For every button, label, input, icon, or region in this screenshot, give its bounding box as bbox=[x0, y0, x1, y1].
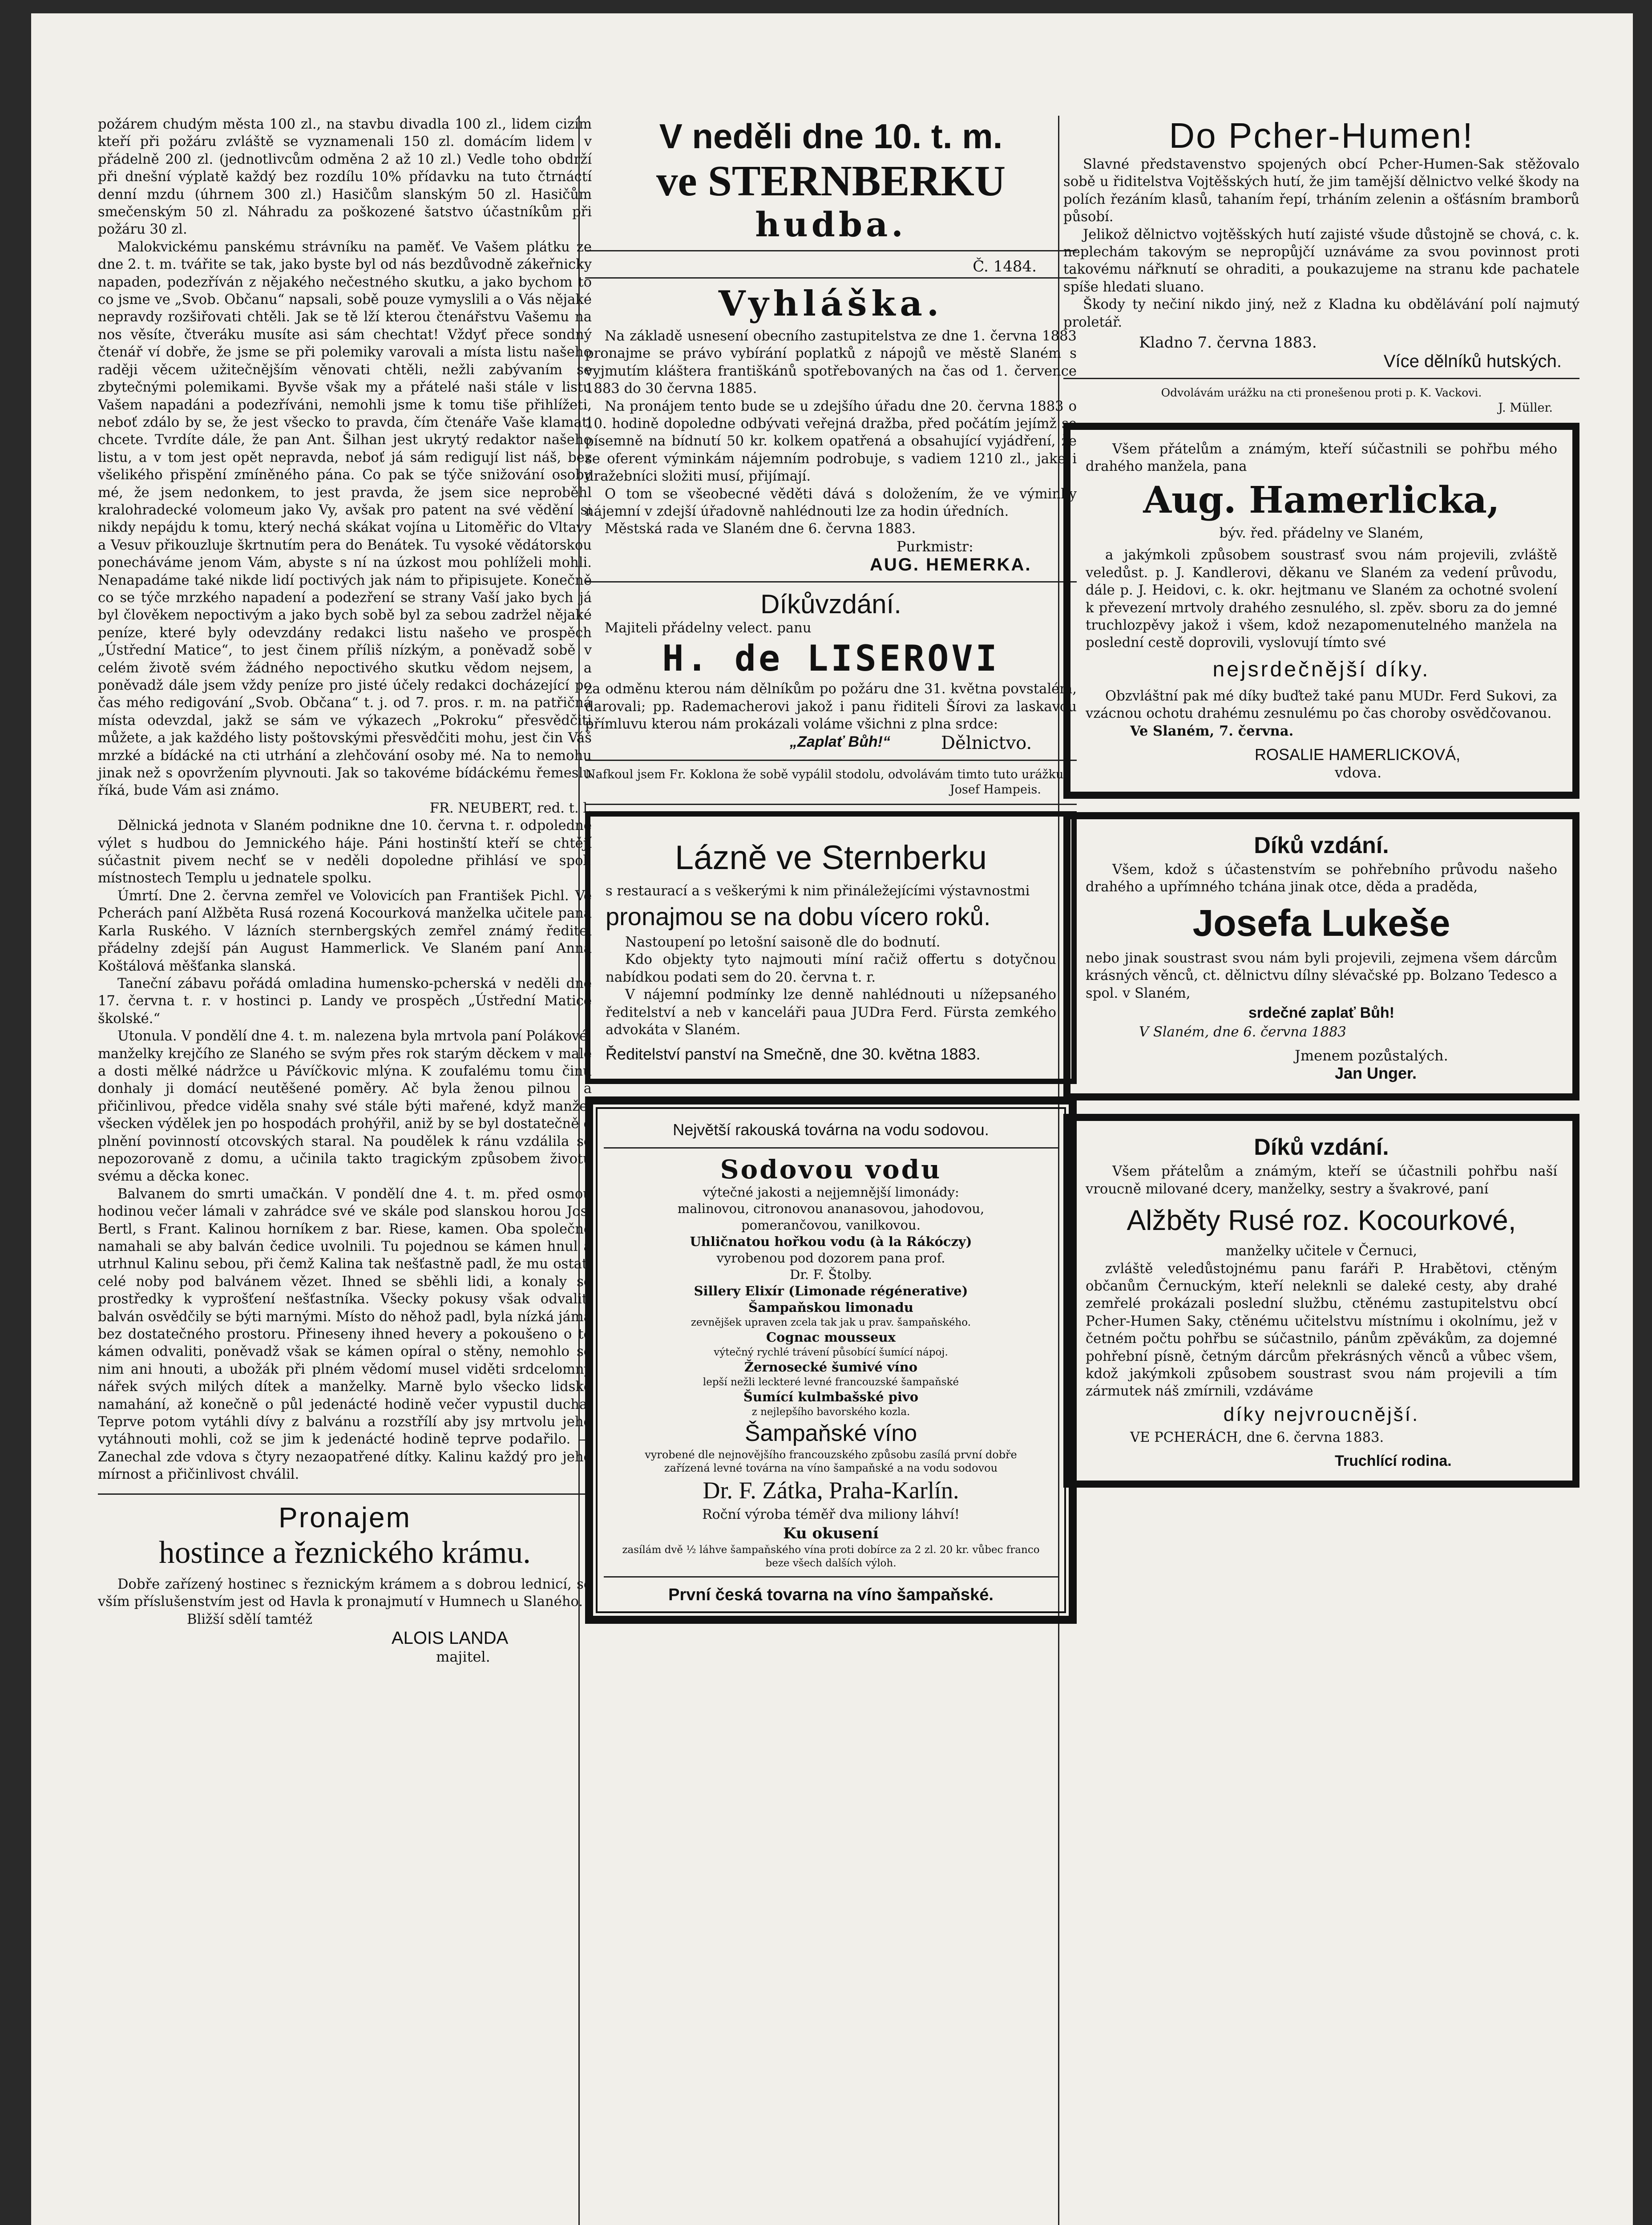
soda-line: Dr. F. Štolby. bbox=[790, 1267, 872, 1282]
muller-apology bbox=[1063, 385, 1579, 416]
soda-line: lepší nežli leckteré levné francouzské šampaňské bbox=[703, 1376, 959, 1388]
soda-line: Šampaňskou limonadu bbox=[748, 1300, 913, 1315]
news-column bbox=[98, 116, 592, 1484]
hamerlick-intro: Všem přátelům a známým, kteří súčastnili se pohřbu mého drahého manžela, pana bbox=[1086, 441, 1557, 475]
thanks-name: H. de LISEROVI bbox=[662, 638, 1000, 680]
rusa-role: manželky učitele v Černuci, bbox=[1225, 1243, 1418, 1259]
soda-title: Sodovou vodu bbox=[720, 1154, 942, 1185]
soda-line: vyrobenou pod dozorem pana prof. bbox=[716, 1250, 945, 1266]
soda-maker: Dr. F. Zátka, Praha-Karlín. bbox=[703, 1477, 959, 1504]
soda-footer: První česká tovarna na víno šampaňské. bbox=[668, 1586, 994, 1605]
soda-yearly: Roční výroba téměř dva miliony láhví! bbox=[702, 1507, 960, 1523]
spa-ad bbox=[585, 811, 1077, 1084]
hamerlick-body: a jakýmkoli způsobem soustrasť svou nám projevili, zvláště veledůst. p. J. Kandlerovi, děkanu ve Slaném za vedení průvodu, dále p. J. Heidovi, c. k. okr. hejtmanu ve Slaném za ochotné svolení k převezení mrtvoly drahého zesnulého, sl. zpěv. sboru za do jemné truchlozpěvy jakož i všem, kdož nezapomenutelného manžela na poslední cestě doprovili, vyslovují tímto své bbox=[1086, 547, 1557, 651]
soda-line: malinovou, citronovou ananasovou, jahodovou, bbox=[677, 1201, 985, 1217]
news-paragraph: Dělnická jednota v Slaném podnikne dne 10. června t. r. odpoledne výlet s hudbou do Jemnického háje. Páni hostinští kteří se chtějí súčastnit pivem nechť se v neděli dopoledne přihlásí ve spol. místnostech Templu u jednatele spolku. bbox=[98, 818, 592, 886]
apology-text: Odvolávám urážku na cti pronešenou proti p. K. Vackovi. bbox=[1161, 386, 1482, 400]
divider bbox=[585, 804, 1077, 805]
lukes-obituary bbox=[1063, 812, 1579, 1100]
lukes-cry: srdečné zaplať Bůh! bbox=[1248, 1004, 1395, 1021]
thanks-liser bbox=[585, 589, 1077, 753]
pcher-sign: Více dělníků hutských. bbox=[1383, 352, 1562, 372]
pcher-body bbox=[1063, 156, 1579, 331]
soda-line: Žernosecké šumivé víno bbox=[744, 1359, 918, 1375]
rental-ad-title: Pronajem bbox=[279, 1501, 411, 1533]
soda-line: výtečné jakosti a nejjemnější limonády: bbox=[703, 1185, 959, 1200]
divider bbox=[98, 1493, 592, 1495]
newspaper-page bbox=[31, 13, 1633, 2225]
rusa-sign: Truchlící rodina. bbox=[1335, 1452, 1452, 1470]
concert-line-2: ve STERNBERKU bbox=[656, 157, 1006, 205]
soda-line: Uhličnatou hořkou vodu (à la Rákóczy) bbox=[690, 1234, 972, 1250]
soda-line: zevnějšek upraven zcela tak jak u prav. šampaňského. bbox=[691, 1317, 971, 1329]
notice-body bbox=[585, 328, 1077, 538]
hamerlick-thanks: nejsrdečnější díky. bbox=[1212, 657, 1430, 681]
rental-ad-name: ALOIS LANDA bbox=[392, 1628, 509, 1648]
notice-paragraph: O tom se všeobecné věděti dává s doložením, že ve výminky nájemní v zdejší úřadovně nahlédnouti lze za hodin úředních. bbox=[585, 486, 1077, 520]
divider bbox=[585, 760, 1077, 761]
soda-champ-body: vyrobené dle nejnovějšího francouzského způsobu zasílá první dobře zařízená levné továrna na víno šampaňské a na vodu sodovou bbox=[645, 1448, 1017, 1475]
soda-trial-body: zasílám dvě ½ láhve šampaňského vína proti dobírce za 2 zl. 20 kr. vůbec franco beze všech dalších výloh. bbox=[622, 1544, 1040, 1570]
pcher-paragraph: Slavné představenstvo spojených obcí Pcher-Humen-Sak stěžovalo sobě u řiditelstva Vojtěšských hutí, že jim tamější dělnictvo velké škody na polích řezáním klasů, tahaním řepí, trháním zelenin a ošťásním bramborů působí. bbox=[1063, 157, 1579, 225]
news-paragraph: Malokvickému panskému strávníku na paměť. Ve Vašem plátku ze dne 2. t. m. tvářite se tak, jako byste byl od nás bezdůvodně zákeřnicky napaden, podezříván z nějakého nečestného skutku, a jako bychom to co jsme ve „Svob. Občanu“ napsali, sobě pouze vymyslili a o Vás nějaké nepravdy rozšiřovati chtěli. Jak se tě lží kterou čtenářstvu Vašemu na nos věsíte, čtveráku musíte asi sám chechtat! Vždyť přece sondný čtenář ví dobře, že jsme se při polemiky varovali a místa listu našeho raději věcem užitečnějším věnovati chtěli, nežli zabývaním se zbytečnými polemikami. Byvše však my a přátelé naši stále v listu Vašem napadáni a podezříváni, nemohli jsme k tomu tiše přihlížeti, neboť zdálo by se, že jest všecko to pravda, čím čtenáře Vaše klamati chcete. Tvrdíte dále, že pan Ant. Šilhan jest ukrytý redaktor našeho listu, a v tom jest opět nepravda, neboť já sám redigují list náš, bez všelikého přispění zmíněného pána. Co pak se týče snižování osoby mé, že jsem nedonkem, to jest pravda, že jsem sice neproběhl kralohradecké volomeum jako Vy, avšak pro patent na své vědění si nikdy nepájdu k tomu, který nechá skákat vojína u Litoměřic do Vltavy a Vesuv přikouzluje škrtnutím pera do Benátek. Tu vysoké vědátorskou ponecháváme jenom Vám, abyste s ní na úzkost mou pohlíželi mohli. Nenapadáme také nikde lidí poctivých jak nám to připisujete. Konečně co se týče mrzkého napadení a podezření se strany Vaší jako bych já byl člověkem nepoctivým a jako bych sobě byl za sebou zadržel nějaké peníze, které byly odevzdány redakci listu našeho ve prospěch „Ústřední Matice“, to jest činem příliš nízkým, a poněvadž sobě v celém životě svém žádného nepoctivého skutku vědom nejsem, a poněvadž dále jsem vždy peníze pro jisté účely redakci docházející po čas mého redigování „Svob. Občana“ t. j. od 7. pros. r. m. na patřičná místa odevzdal, jakž se sám ve výkazech „Pokroku“ přesvědčiti můžete, a jak každého listy poštovskými přesvědčiti mohu, jest čin Váš mrzké a bídácké na cti utrhání a zlehčování osoby mé. Na to nemohu jinak než s opovržením plyvnouti. Jak so takovéme bídáckému řemeslu říká, bude Vám asi známo. bbox=[98, 239, 592, 799]
soda-line: Šumící kulmbašské pivo bbox=[743, 1389, 919, 1405]
hampeis-text: Nafkoul jsem Fr. Koklona že sobě vypálil stodolu, odvolávám timto tuto urážku. bbox=[585, 767, 1067, 781]
concert-line-1: V neděli dne 10. t. m. bbox=[659, 117, 1003, 156]
news-signature: FR. NEUBERT, red. t. l. bbox=[429, 800, 592, 816]
notice-sign-name: AUG. HEMERKA. bbox=[870, 554, 1032, 574]
rental-ad-body: Dobře zařízený hostinec s řeznickým krámem a s dobrou lednicí, se vším příslušenstvím jest od Havla k pronajmutí v Humnech u Slaného. bbox=[98, 1576, 592, 1610]
notice-number: Č. 1484. bbox=[973, 258, 1037, 275]
hampeis-sign: Josef Hampeis. bbox=[949, 782, 1041, 797]
rental-ad-role: majitel. bbox=[436, 1648, 490, 1665]
notice-title: Vyhláška. bbox=[718, 283, 944, 324]
pcher-notice bbox=[1063, 116, 1579, 372]
lukes-sign: Jan Unger. bbox=[1335, 1064, 1417, 1083]
rusa-date: VE PCHERÁCH, dne 6. června 1883. bbox=[1130, 1429, 1384, 1445]
rental-ad bbox=[98, 1501, 592, 1665]
hamerlick-role: býv. řed. přádelny ve Slaném, bbox=[1219, 525, 1424, 541]
divider bbox=[585, 581, 1077, 583]
soda-line: Sillery Elixír (Limonade régénerative) bbox=[694, 1283, 968, 1299]
pcher-paragraph: Škody ty nečiní nikdo jiný, než z Kladna ku obdělávání polí najmutý proletář. bbox=[1063, 297, 1579, 330]
thanks-intro: Majiteli přádelny velect. panu bbox=[605, 620, 812, 636]
rusa-body: zvláště veledůstojnému panu faráři P. Hrabětovi, ctěným občanům Černuckým, kteří neleknli se daleké cesty, aby drahé zemřelé prokázali poslední službu, ctěnému zastupitelstvu obcí Pcher-Humen Saky, ctěnému učitelstvu místnímu i okolnímu, jež v četném počtu pohřbu se súčastnilo, pánům zpěvákům, za dojemné pohřební písně, četným dárcům překrásných věnců a vůbec všem, kdož jakýmkoli způsobem soustrast svou nám projevili a tím zármutek náš zmírnili, vzdáváme bbox=[1086, 1261, 1557, 1400]
hampeis-notice bbox=[585, 767, 1077, 797]
soda-line: výtečný rychlé trávení působící šumící nápoj. bbox=[714, 1347, 948, 1359]
lukes-sign-lead: Jmenem pozůstalých. bbox=[1295, 1047, 1448, 1064]
rusa-intro: Všem přátelům a známým, kteří se účastnili pohřbu naší vroucně milované dcery, manželky, sestry a švakrové, paní bbox=[1086, 1164, 1557, 1197]
spa-title: Lázně ve Sternberku bbox=[675, 838, 987, 877]
column-1 bbox=[98, 116, 592, 1665]
divider bbox=[1063, 378, 1579, 379]
soda-line: pomerančovou, vanilkovou. bbox=[741, 1218, 921, 1233]
divider bbox=[585, 277, 1077, 279]
rusa-obituary bbox=[1063, 1114, 1579, 1488]
hamerlick-obituary bbox=[1063, 423, 1579, 799]
news-paragraph: Balvanem do smrti umačkán. V pondělí dne 4. t. m. před osmou hodinou večer lámali v zahrádce své ve skále pod slanskou horou Jos. Bertl, s Frant. Kalinou horníkem z bar. Riese, kamen. Oba společně namahali se aby balván čedice uvolnili. Tu pojednou se kámen hnul a utrhnul Kalinu sebou, při čemž Kalina tak nešťastně padl, že mu ostatí celé noby pod balvánem vězet. Ihned se sběhli lidi, a konaly se prostředky k vyprošťení nešťastníka. Všecky pokusy však odvaliti balván osvědčily se býti marnými. Místo do něhož padl, byla nízká jáma bez dostatečného prostoru. Přineseny ihned hevery a pokoušeno o to kámen odvaliti, poněvadž však se kámen opíral o stěny, nemohlo se nim ani hnouti, a ubožák při plném vědomí musel viděti srdcelomný nářek svých milých dítek a manželky. Marně bylo všecko lidské namahání, až konečně o půl jedenácté hodině večer vypustil ducha. Teprve potom vytáhli dívy z balvánu a rozstřílí aby jsy mrtvolu jeho vytáhnouti mohli, což se jim k jedenácté hodině teprve podařilo. — Zanechal zde vdova s čtyry nezaopatřené dítky. Kalinu každý pro jeho mírnost a přičinlivost chválil. bbox=[98, 1186, 592, 1483]
concert-ad bbox=[585, 116, 1077, 244]
rusa-thanks: díky nejvroucnější. bbox=[1223, 1403, 1420, 1425]
divider bbox=[604, 1576, 1058, 1578]
spa-sign: Ředitelství panství na Smečně, dne 30. května 1883. bbox=[606, 1045, 981, 1064]
thanks-sign: Dělnictvo. bbox=[941, 732, 1032, 753]
concert-line-3: hudba. bbox=[755, 205, 907, 244]
public-notice bbox=[585, 258, 1077, 575]
pcher-paragraph: Jelikož dělnictvo vojtěšských hutí zajisté všude důstojně se chová, c. k. neplechám takovým se nepropůjčí uznáváme za svou povinnost proti takovému nářknutí se ohraditi, a poukazujeme na stranu kde pachatele spíše hledati sluano. bbox=[1063, 227, 1579, 295]
lukes-date: V Slaném, dne 6. června 1883 bbox=[1139, 1024, 1346, 1040]
apology-sign: J. Müller. bbox=[1498, 401, 1553, 415]
column-2 bbox=[585, 116, 1077, 1624]
lukes-intro: Všem, kdož s účastenstvím se pohřebního průvodu našeho drahého a upřímného tchána jinak otce, děda a praděda, bbox=[1086, 862, 1557, 895]
rental-ad-info: Bližší sdělí tamtéž bbox=[187, 1611, 313, 1627]
news-paragraph: požárem chudým města 100 zl., na stavbu divadla 100 zl., lidem cizím kteří při požáru zvláště se vyznamenali 150 zl. domácím lidem v přádelně 200 zl. (jednotlivcům odměna 2 až 10 zl.) Vedle toho obdrží při dnešní výplatě každý bez rozdílu 10% přídavku na tuto čtrnáctí denní mzdu (úhrnem 300 zl.) Hasičům slanským 50 zl. Hasičům smečenským 50 zl. Náhradu za poškozené šatstvo účastníkům při požáru 30 zl. bbox=[98, 117, 592, 238]
divider bbox=[604, 1147, 1058, 1149]
lukes-title: Díků vzdání. bbox=[1254, 832, 1389, 858]
news-paragraph: Úmrtí. Dne 2. června zemřel ve Volovicích pan František Pichl. Ve Pcherách paní Alžběta Rusá rozená Kocourková manželka učitele pana Karla Ruského. V lázních sternbergských zemřel známý ředitel přádelny zdejší pán August Hammerlick. Ve Slaném paní Anna Koštálová měšťanka slanská. bbox=[98, 888, 592, 974]
pcher-title: Do Pcher-Humen! bbox=[1169, 116, 1474, 155]
rusa-name: Alžběty Rusé roz. Kocourkové, bbox=[1127, 1204, 1516, 1237]
rusa-title: Díků vzdání. bbox=[1254, 1134, 1389, 1161]
hamerlick-sign: ROSALIE HAMERLICKOVÁ, bbox=[1255, 745, 1461, 764]
spa-paragraph: Kdo objekty tyto najmouti míní račiž offertu s dotyčnou nabídkou podati sem do 20. června t. r. bbox=[606, 952, 1056, 985]
thanks-title: Díkůvzdání. bbox=[760, 589, 901, 619]
pcher-date: Kladno 7. června 1883. bbox=[1139, 334, 1317, 352]
soda-ad bbox=[585, 1096, 1077, 1624]
soda-line: z nejlepšího bavorského kozla. bbox=[751, 1406, 910, 1418]
lukes-name: Josefa Lukeše bbox=[1192, 902, 1450, 944]
hamerlick-body2: Obzvláštní pak mé díky buďtež také panu MUDr. Ferd Sukovi, za vzácnou ochotu drahému zesnulému po čas choroby osvědčovanou. bbox=[1086, 688, 1557, 722]
spa-body bbox=[606, 934, 1056, 1039]
column-3 bbox=[1063, 116, 1579, 1488]
divider bbox=[585, 250, 1077, 251]
thanks-cry: „Zaplať Bůh!“ bbox=[790, 733, 890, 750]
hamerlick-sign-role: vdova. bbox=[1335, 764, 1382, 781]
soda-champ: Šampaňské víno bbox=[744, 1420, 917, 1447]
hamerlick-date: Ve Slaném, 7. června. bbox=[1130, 723, 1294, 739]
news-paragraph: Taneční zábavu pořádá omladina humensko-pcherská v neděli dne 17. června t. r. v hostinci p. Landy ve prospěch „Ústřední Matice školské.“ bbox=[98, 975, 592, 1027]
hamerlick-name: Aug. Hamerlicka, bbox=[1143, 478, 1500, 522]
lukes-body: nebo jinak soustrast svou nám byli projevili, zejmena všem dárcům krásných věnců, ct. dělnictvu dílny slévačské pp. Bolzano Tedesco a spol. v Slaném, bbox=[1086, 950, 1557, 1001]
spa-sub: s restaurací a s veškerými k nim přináležejícími výstavnostmi bbox=[606, 883, 1030, 899]
rental-ad-subtitle: hostince a řeznického krámu. bbox=[159, 1534, 531, 1570]
notice-sign-role: Purkmistr: bbox=[897, 538, 973, 555]
soda-header: Největší rakouská továrna na vodu sodovou. bbox=[673, 1121, 989, 1139]
spa-paragraph: Nastoupení po letošní saisoně dle do bodnutí. bbox=[625, 934, 941, 950]
spa-paragraph: V nájemní podmínky lze denně nahlédnouti u nížepsaného ředitelství a neb v kanceláři paua JUDra Ferd. Fürsta zemkého advokáta v Slaném. bbox=[606, 987, 1056, 1038]
notice-place: Městská rada ve Slaném dne 6. června 1883. bbox=[605, 521, 916, 537]
soda-line: Cognac mousseux bbox=[766, 1330, 896, 1345]
soda-trial: Ku okusení bbox=[783, 1525, 879, 1543]
news-paragraph: Utonula. V pondělí dne 4. t. m. nalezena byla mrtvola paní Polákové, manželky krejčího ze Slaného se svým přes rok starým děckem v malé a dosti mělké nádržce u Pávíčkovic mlýna. K zoufalému tomu činu donhaly ji domácí neutěšené poměry. Ač byla ženou pilnou a přičinlivou, předce viděla snahy své stále býti mařené, když manžel všecken výdělek jen po hospodách prohýřil, aniž by se byl dostatečně o plnění povinností otcovských staral. Na poudělek k ránu vzdálila se nepozorovaně z domu, a učinila takto tragickým způsobem životu svému a děcka konec. bbox=[98, 1028, 592, 1185]
notice-paragraph: Na základě usnesení obecního zastupitelstva ze dne 1. června 1883 pronajme se právo vybírání poplatků z nápojů ve městě Slaném s vyjmutím kláštera františkánů spotřebovaných na čas od 1. července 1883 do 30 června 1885. bbox=[585, 328, 1077, 397]
spa-lead: pronajmou se na dobu vícero roků. bbox=[606, 902, 991, 930]
thanks-body: za odměnu kterou nám dělníkům po požáru dne 31. května povstalém, darovali; pp. Rademacherovi jakož i panu řiditeli Šírovi za laskavou přímluvu kterou nám prokázali voláme všichni z plna srdce: bbox=[585, 681, 1077, 732]
notice-paragraph: Na pronájem tento bude se u zdejšího úřadu dne 20. června 1883 o 10. hodině dopoledne odbývati veřejná dražba, před počátím jejímž se písemně na bídnutí 50 kr. kolkem opatřená a obsahující vyjádření, že se oferent výminkám nájemním podrobuje, s vadiem 1210 zl., jake i dražebníci složiti musí, přijímají. bbox=[585, 398, 1077, 485]
